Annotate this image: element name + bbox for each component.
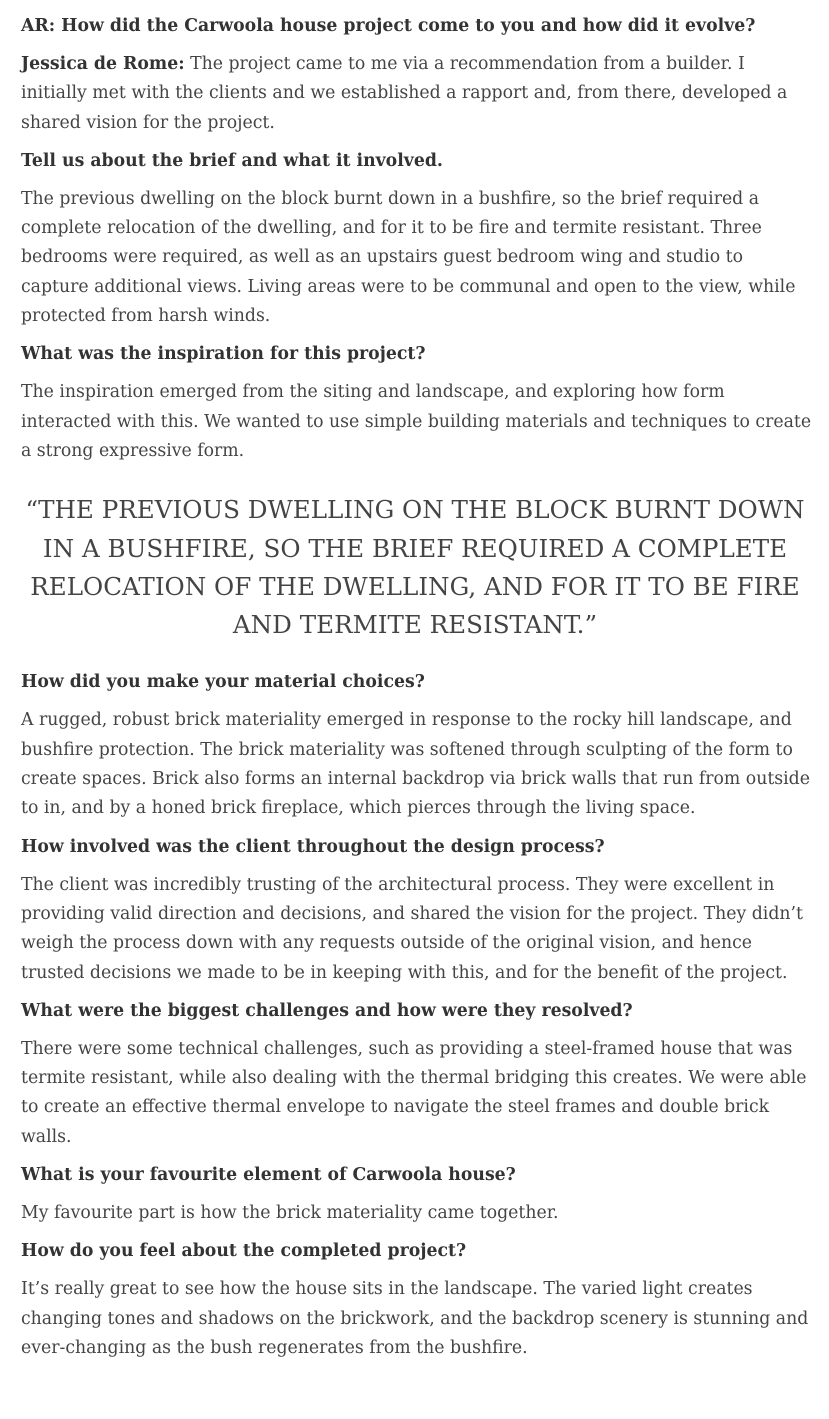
interview-answer-materials: A rugged, robust brick materiality emerged in response to the rocky hill landscape, and bushfire protection. The brick materiality was softened through sculpting of the form to create spaces. Brick also forms an internal backdrop via brick walls that run from outside to in, and by a honed brick fireplace, which pierces through the living space. [21, 710, 810, 819]
interview-answer-favourite: My favourite part is how the brick materiality came together. [21, 1203, 559, 1224]
interview-answer-text: The project came to me via a recommendation from a builder. I initially met with the clients and we established a rapport and, from there, developed a shared vision for the project. [21, 54, 788, 133]
interview-answer-client: The client was incredibly trusting of the architectural process. They were excellent in providing valid direction and decisions, and shared the vision for the project. They didn’t weigh the process down with any requests outside of the original vision, and hence trusted decisions we made to be in keeping with this, and for the benefit of the project. [21, 874, 803, 983]
interview-answer-inspiration: The inspiration emerged from the siting and landscape, and exploring how form interacted with this. We wanted to use simple building materials and techniques to create a strong expressive form. [21, 382, 812, 461]
interview-question-brief: Tell us about the brief and what it involved. [21, 150, 443, 171]
speaker-name: Jessica de Rome: [21, 54, 185, 74]
interview-question-favourite: What is your favourite element of Carwoola house? [21, 1165, 516, 1186]
interview-question-materials: How did you make your material choices? [21, 672, 425, 693]
interview-answer-completed: It’s really great to see how the house sits in the landscape. The varied light creates changing tones and shadows on the brickwork, and the backdrop scenery is stunning and ever-changing as the bush regenerates from the bushfire. [21, 1279, 809, 1358]
interview-answer-brief: The previous dwelling on the block burnt down in a bushfire, so the brief required a complete relocation of the dwelling, and for it to be fire and termite resistant. Three bedrooms were required, as well as an upstairs guest bedroom wing and studio to capture additional views. Living areas were to be communal and open to the view, while protected from harsh winds. [21, 188, 796, 327]
interview-answer-intro [21, 50, 813, 138]
interview-question-intro: AR: How did the Carwoola house project come to you and how did it evolve? [21, 16, 756, 36]
pull-quote: “THE PREVIOUS DWELLING ON THE BLOCK BURNT DOWN IN A BUSHFIRE, SO THE BRIEF REQUIRED A COMPLETE RELOCATION OF THE DWELLING, AND FOR IT TO BE FIRE AND TERMITE RESISTANT.” [25, 495, 805, 640]
interview-question-completed: How do you feel about the completed project? [21, 1241, 467, 1262]
interview-answer-challenges: There were some technical challenges, such as providing a steel-framed house that was termite resistant, while also dealing with the thermal bridging this creates. We were able to create an effective thermal envelope to navigate the steel frames and double brick walls. [21, 1038, 807, 1147]
interview-question-inspiration: What was the inspiration for this project? [21, 344, 426, 365]
interview-question-challenges: What were the biggest challenges and how were they resolved? [21, 1000, 633, 1021]
interview-question-client: How involved was the client throughout the design process? [21, 836, 605, 857]
